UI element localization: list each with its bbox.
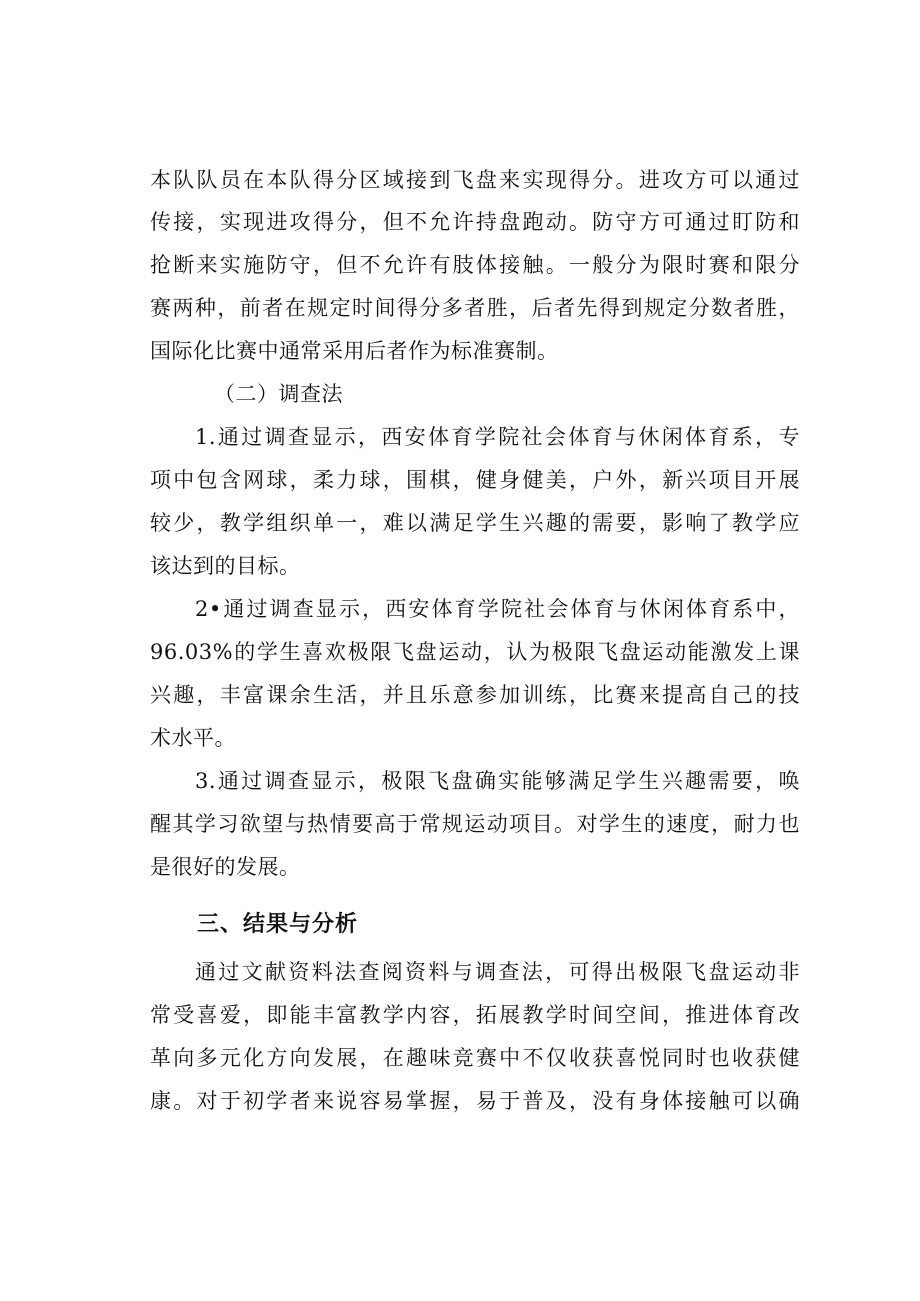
finding-2-line-4: 术水平。 (150, 726, 236, 750)
results-line-4: 康。对于初学者来说容易掌握，易于普及，没有身体接触可以确 (150, 1089, 800, 1113)
finding-2-line-3: 兴趣，丰富课余生活，并且乐意参加训练，比赛来提高自己的技 (150, 683, 800, 707)
results-line-2: 常受喜爱，即能丰富教学内容，拓展教学时间空间，推进体育改 (150, 1003, 800, 1027)
finding-2-line-2: 96.03%的学生喜欢极限飞盘运动，认为极限飞盘运动能激发上课 (150, 640, 800, 664)
intro-line-2: 传接，实现进攻得分，但不允许持盘跑动。防守方可通过盯防和 (150, 210, 800, 234)
intro-line-1: 本队队员在本队得分区域接到飞盘来实现得分。进攻方可以通过 (150, 168, 800, 192)
results-line-1: 通过文献资料法查阅资料与调查法，可得出极限飞盘运动非 (195, 960, 800, 984)
finding-3-line-3: 是很好的发展。 (150, 855, 301, 879)
results-line-3: 革向多元化方向发展，在趣味竞赛中不仅收获喜悦同时也收获健 (150, 1046, 800, 1070)
finding-2-line-1: 2•通过调查显示，西安体育学院社会体育与休闲体育系中， (195, 597, 800, 621)
finding-3-line-2: 醒其学习欲望与热情要高于常规运动项目。对学生的速度，耐力也 (150, 812, 800, 836)
finding-1-line-4: 该达到的目标。 (150, 554, 301, 578)
intro-line-3: 抢断来实施防守，但不允许有肢体接触。一般分为限时赛和限分 (150, 253, 800, 277)
section-heading: 三、结果与分析 (197, 912, 359, 937)
intro-line-5: 国际化比赛中通常采用后者作为标准赛制。 (150, 339, 559, 363)
finding-1-line-3: 较少，教学组织单一，难以满足学生兴趣的需要，影响了教学应 (150, 511, 800, 535)
finding-1-line-2: 项中包含网球，柔力球，围棋，健身健美，户外，新兴项目开展 (150, 468, 800, 492)
finding-3-line-1: 3.通过调查显示，极限飞盘确实能够满足学生兴趣需要，唤 (195, 769, 800, 793)
intro-line-4: 赛两种，前者在规定时间得分多者胜，后者先得到规定分数者胜， (150, 296, 800, 320)
finding-1-line-1: 1.通过调查显示，西安体育学院社会体育与休闲体育系，专 (195, 425, 800, 449)
subsection-title: （二）调查法 (214, 382, 343, 406)
